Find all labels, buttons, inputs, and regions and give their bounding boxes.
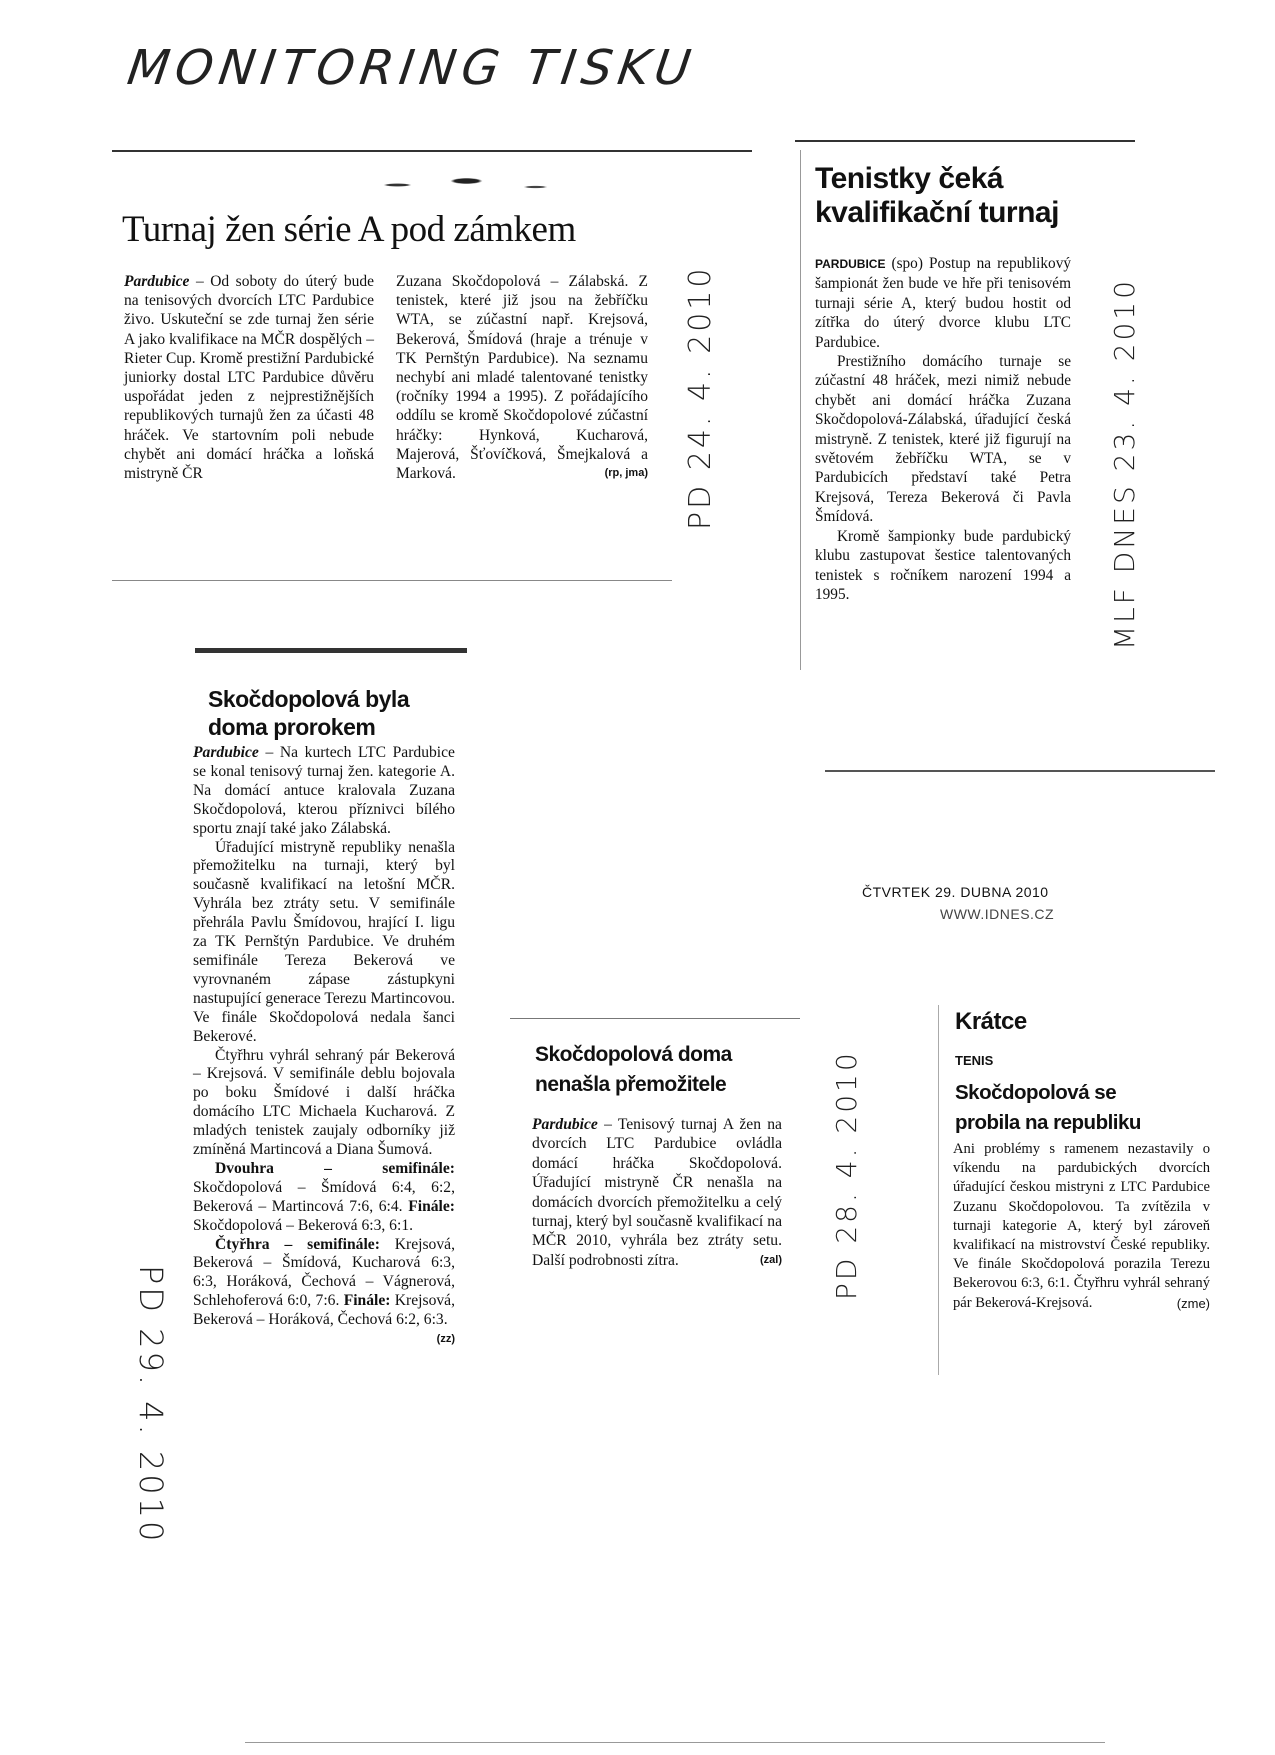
clip2-para3: Kromě šampionky bude pardubický klubu zastupovat šestice talentovaných tenistek s ročníkem narození 1994 a 1995. bbox=[815, 527, 1071, 603]
clip3-place: Pardubice bbox=[193, 744, 259, 761]
clip2-body bbox=[815, 254, 1071, 604]
clip3-res1b-label: Finále: bbox=[408, 1197, 455, 1215]
clip3-headline: Skočdopolová byla doma prorokem bbox=[208, 686, 410, 740]
handwritten-title: MONITORING TISKU bbox=[124, 40, 700, 96]
clip6-headline: Skočdopolová se probila na republiku bbox=[955, 1081, 1141, 1134]
clip6-kicker: TENIS bbox=[955, 1053, 994, 1068]
clip4-rule bbox=[825, 770, 1215, 772]
clip5-headline: Skočdopolová doma nenašla přemožitele bbox=[535, 1043, 732, 1096]
clip3-handnote: PD 29. 4. 2010 bbox=[132, 1265, 170, 1545]
clip2-handnote: MLF DNES 23. 4. 2010 bbox=[1108, 278, 1141, 650]
clip6-section: Krátce bbox=[955, 1008, 1027, 1035]
clip1-col1-text: – Od soboty do úterý bude na tenisových dvorcích LTC Pardubice živo. Uskuteční se zde turnaj žen série A jako kvalifikace na MČR dospělých – Rieter Cup. Kromě prestižní Pardubické juniorky dostal LTC Pardubice důvěru uspořádat jeden z nejprestižnějších republikových turnajů žen za účasti 48 hráček. Ve startovním poli nebude chybět ani domácí hráčka a loňská mistryně ČR bbox=[124, 273, 375, 483]
clip1-bottom-rule bbox=[112, 580, 672, 581]
clip5-body bbox=[532, 1115, 782, 1270]
clip1-column-1 bbox=[124, 272, 374, 483]
clip3-res2-text: Krejsová, Bekerová – Šmídová, Kucharová 6:3, 6:3, Horáková, Čechová – Vágnerová, Schlehoferová 6:0, 7:6. bbox=[193, 1235, 455, 1310]
clip5-handnote: PD 28. 4. 2010 bbox=[830, 1050, 863, 1300]
clip2-place: PARDUBICE bbox=[815, 257, 886, 271]
clip3-para3: Čtyřhru vyhrál sehraný pár Bekerová – Krejsová. V semifinále deblu bojovala po boku Šmídové i další hráčka domácího LTC Michaela Kucharová. Z mladých tenistek zaujaly odborníky již zmíněná Martincová a Diana Šumová. bbox=[193, 1046, 455, 1159]
clip1-place: Pardubice bbox=[124, 273, 190, 290]
clip3-res2b-text: Krejsová, Bekerová – Horáková, Čechová 6:2, 6:3. bbox=[193, 1292, 455, 1329]
clip6-body bbox=[953, 1140, 1210, 1313]
clip5-credit: (zal) bbox=[760, 1253, 782, 1266]
clip5-text: – Tenisový turnaj A žen na dvorcích LTC Pardubice ovládla domácí hráčka Skočdopolová. Úřadující mistryně ČR nenašla na domácích dvorcích přemožitelku a celý turnaj, který byl současně kvalifikací na MČR 2010, vyhrála bez ztráty setu. Další podrobnosti zítra. bbox=[532, 1116, 782, 1269]
clip5-place: Pardubice bbox=[532, 1116, 598, 1133]
clip3-body bbox=[193, 744, 455, 1349]
clip1-headline: Turnaj žen série A pod zámkem bbox=[122, 209, 576, 250]
clip3-res1-label: Dvouhra – semifinále: bbox=[215, 1159, 455, 1177]
bottom-scan-rule bbox=[245, 1742, 1105, 1743]
clip2-para1: (spo) Postup na republikový šampionát žen bude ve hře při tenisovém turnaji série A, který budou hostit od zítřka do úterý dvorce klubu LTC Pardubice. bbox=[815, 255, 1071, 351]
clip1-column-2 bbox=[396, 272, 648, 483]
clip3-top-rule bbox=[195, 648, 467, 653]
clip3-credit: (zz) bbox=[436, 1333, 455, 1346]
clip3-res2-label: Čtyřhra – semifinále: bbox=[215, 1235, 380, 1253]
clip1-smudge bbox=[340, 165, 570, 205]
clip6-left-rule bbox=[938, 1005, 939, 1375]
clip6-text: Ani problémy s ramenem nezastavily o víkendu na pardubických dvorcích úřadující českou mistryni z LTC Pardubice Zuzanu Skočdopolovou. Ta zvítězila v turnaji kategorie A, který byl zároveň kvalifikací na mistrovství České republiky. Ve finále Skočdopolová porazila Terezu Bekerovou 6:3, 6:1. Čtyřhru vyhrál sehraný pár Bekerová-Krejsová. bbox=[953, 1141, 1210, 1311]
clip2-left-rule bbox=[800, 150, 801, 670]
clip2-top-rule bbox=[795, 140, 1135, 142]
clip3-res1b-text: Skočdopolová – Bekerová 6:3, 6:1. bbox=[193, 1216, 414, 1234]
clip1-top-rule bbox=[112, 150, 752, 152]
clip5-top-rule bbox=[510, 1018, 800, 1019]
clip3-para2: Úřadující mistryně republiky nenašla přemožitelku na turnaji, který byl současně kvalifikací na letošní MČR. Vyhrála bez ztráty setu. V semifinále přehrála Pavlu Šmídovou, hrající I. ligu za TK Pernštýn Pardubice. Ve druhém semifinále Tereza Bekerová ve vyrovnaném zápase zástupkyni nastupující generace Terezu Martincovou. Ve finále Skočdopolová nedala šanci Bekerové. bbox=[193, 838, 455, 1045]
clip3-res1-text: Skočdopolová – Šmídová 6:4, 6:2, Bekerová – Martincová 7:6, 6:4. bbox=[193, 1178, 455, 1215]
clip4-date-line: ČTVRTEK 29. DUBNA 2010 bbox=[862, 884, 1049, 900]
clip6-credit: (zme) bbox=[1176, 1295, 1210, 1311]
clip4-web-line: WWW.IDNES.CZ bbox=[940, 906, 1055, 922]
clip2-headline: Tenistky čeká kvalifikační turnaj bbox=[815, 162, 1059, 229]
clip1-col2-text: Zuzana Skočdopolová – Zálabská. Z tenistek, které již jsou na žebříčku WTA, se zúčastní např. Krejsová, Bekerová, Šmídová (hraje a trénuje v TK Pernštýn Pardubice). Na seznamu nechybí ani mladé talentované tenistky (ročníky 1994 a 1995). Z pořádajícího oddílu se kromě Skočdopolové zúčastní hráčky: Hynková, Kucharová, Majerová, Šťovíčková, Šmejkalová a Marková. bbox=[396, 273, 648, 483]
clip3-para1: – Na kurtech LTC Pardubice se konal tenisový turnaj žen. kategorie A. Na domácí antuce kralovala Zuzana Skočdopolová, kterou příznivci bílého sportu znají také jako Zálabská. bbox=[193, 744, 455, 837]
clip2-para2: Prestižního domácího turnaje se zúčastní 48 hráček, mezi nimiž nebude chybět ani domácí hráčka Zuzana Skočdopolová-Zálabská, úřadující česká mistryně. Z tenistek, které již figurují na světovém žebříčku WTA, se v Pardubicích představí také Petra Krejsová, Tereza Bekerová či Pavla Šmídová. bbox=[815, 353, 1071, 526]
clip3-res2b-label: Finále: bbox=[343, 1292, 391, 1310]
clip1-handnote: PD 24. 4. 2010 bbox=[683, 265, 718, 530]
clip1-credit: (rp, jma) bbox=[604, 467, 648, 480]
